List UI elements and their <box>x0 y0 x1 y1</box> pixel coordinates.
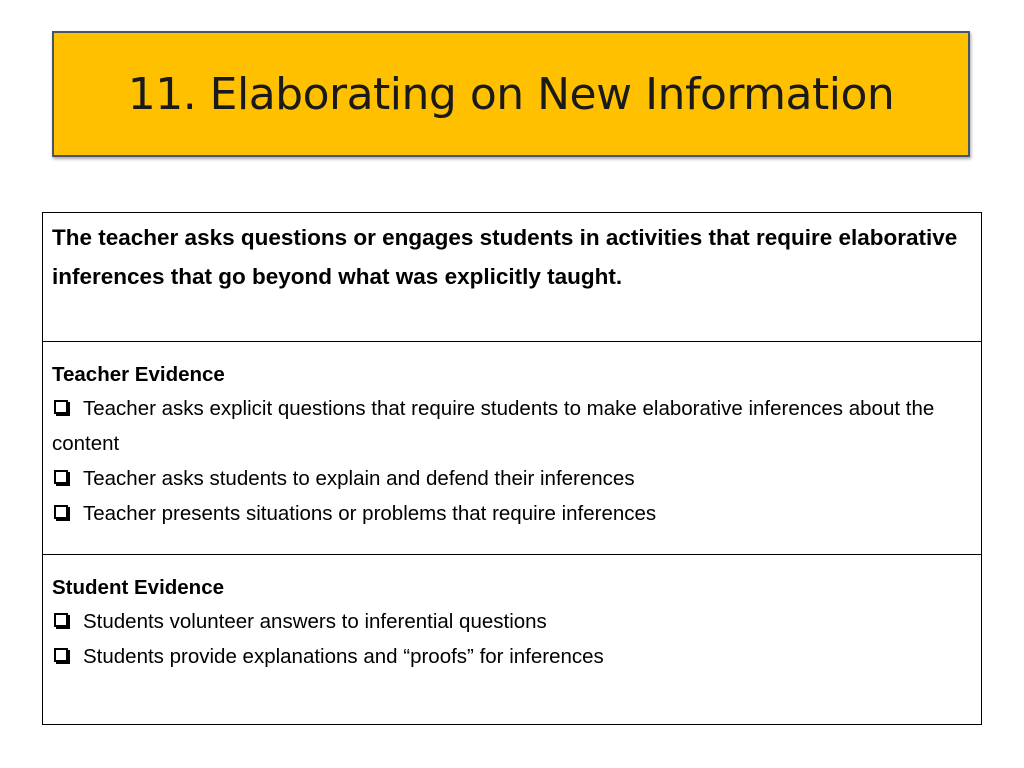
list-item <box>52 639 971 674</box>
checkbox-bullet-icon <box>54 648 68 662</box>
list-item-text: Students provide explanations and “proofs” for inferences <box>83 645 604 668</box>
list-item-text: Students volunteer answers to inferential questions <box>83 610 547 633</box>
student-evidence-cell <box>43 555 981 724</box>
slide-title: 11. Elaborating on New Information <box>127 68 895 120</box>
checkbox-bullet-icon <box>54 470 68 484</box>
evidence-table <box>42 212 982 725</box>
title-banner <box>52 31 970 157</box>
list-item-text: Teacher asks students to explain and defend their inferences <box>83 467 635 490</box>
teacher-evidence-cell <box>43 342 981 555</box>
teacher-evidence-heading: Teacher Evidence <box>52 363 225 386</box>
list-item-text: Teacher asks explicit questions that require students to make elaborative inferences about the content <box>52 397 935 455</box>
student-evidence-heading: Student Evidence <box>52 576 225 599</box>
checkbox-bullet-icon <box>54 400 68 414</box>
list-item <box>52 604 971 639</box>
checkbox-bullet-icon <box>54 505 68 519</box>
list-item <box>52 496 971 531</box>
list-item <box>52 461 971 496</box>
list-item <box>52 391 971 461</box>
intro-cell <box>43 213 981 342</box>
checkbox-bullet-icon <box>54 613 68 627</box>
list-item-text: Teacher presents situations or problems that require inferences <box>83 502 657 525</box>
intro-text: The teacher asks questions or engages students in activities that require elaborative inferences that go beyond what was explicitly taught. <box>52 225 958 289</box>
